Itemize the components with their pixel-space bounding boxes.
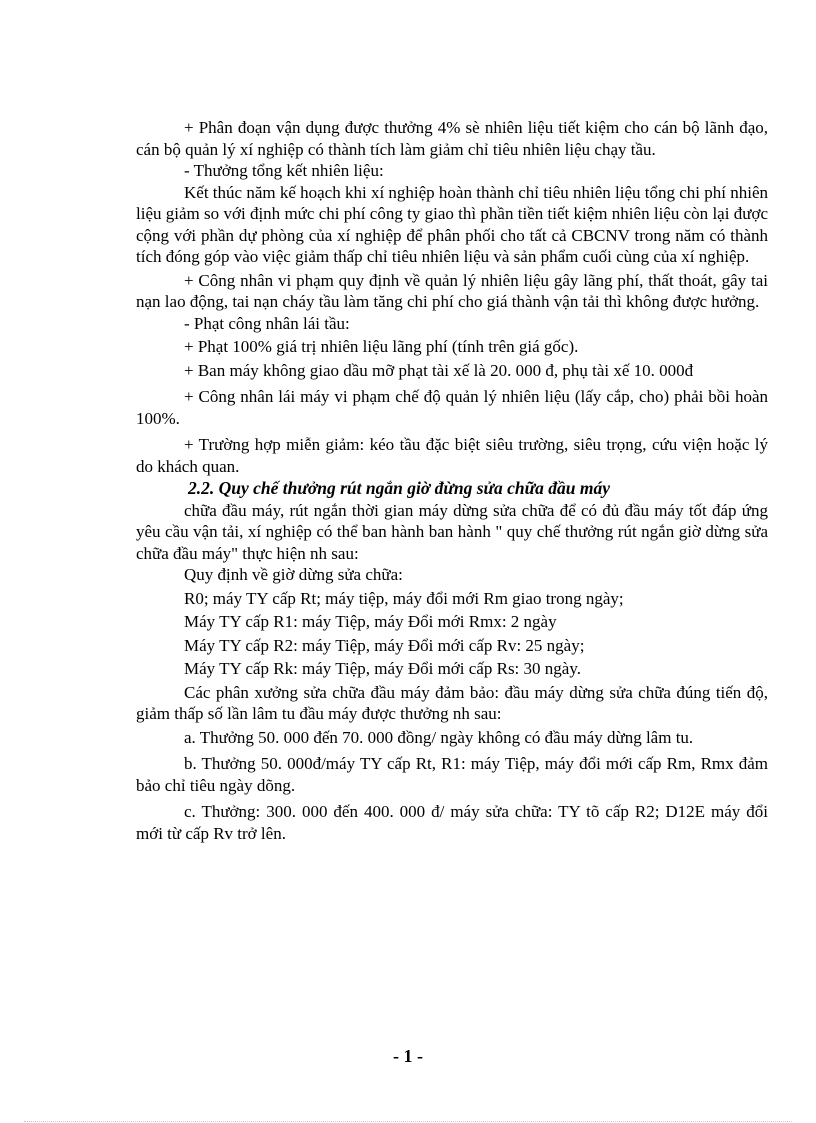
paragraph: Máy TY cấp R2: máy Tiệp, máy Đổi mới cấp Rv: 25 ngày; xyxy=(184,635,585,655)
paragraph: - Phạt công nhân lái tầu: xyxy=(184,313,350,333)
paragraph: + Trường hợp miễn giảm: kéo tầu đặc biệt siêu trường, siêu trọng, cứu viện hoặc lý do khách quan. xyxy=(136,435,768,476)
paragraph: chữa đầu máy, rút ngắn thời gian máy dừng sửa chữa để có đủ đầu máy tốt đáp ứng yêu cầu vận tải, xí nghiệp có thể ban hành ban hành " quy chế thưởng rút ngắn giờ dừng sửa chữa đầu máy" thực hiện nh sau: xyxy=(136,500,768,563)
paragraph: + Phân đoạn vận dụng được thưởng 4% sè nhiên liệu tiết kiệm cho cán bộ lãnh đạo, cán bộ quản lý xí nghiệp có thành tích làm giảm chỉ tiêu nhiên liệu chạy tầu. xyxy=(136,118,768,159)
page-number: - 1 - xyxy=(393,1046,423,1066)
paragraph: + Ban máy không giao dầu mỡ phạt tài xế là 20. 000 đ, phụ tài xế 10. 000đ xyxy=(184,360,694,380)
paragraph: Các phân xưởng sửa chữa đầu máy đảm bảo: đầu máy dừng sửa chữa đúng tiến độ, giảm thấp số lần lâm tu đầu máy được thưởng nh sau: xyxy=(136,682,768,723)
body-text xyxy=(136,117,768,844)
paragraph: Quy định về giờ dừng sửa chữa: xyxy=(184,565,403,584)
paragraph: + Công nhân lái máy vi phạm chế độ quản lý nhiên liệu (lấy cắp, cho) phải bồi hoàn 100%. xyxy=(136,387,768,428)
paragraph: Máy TY cấp Rk: máy Tiệp, máy Đổi mới cấp Rs: 30 ngày. xyxy=(184,659,581,678)
paragraph: Kết thúc năm kế hoạch khi xí nghiệp hoàn thành chỉ tiêu nhiên liệu tổng chi phí nhiên liệu giảm so với định mức chi phí công ty giao thì phần tiền tiết kiệm nhiên liệu còn lại được cộng với phần dự phòng của xí nghiệp để phân phối cho tất cả CBCNV trong năm có thành tích đóng góp vào việc giảm thấp chỉ tiêu nhiên liệu và sản phẩm cuối cùng của xí nghiệp. xyxy=(136,182,769,266)
paragraph: - Thưởng tổng kết nhiên liệu: xyxy=(184,161,384,180)
paragraph: R0; máy TY cấp Rt; máy tiệp, máy đổi mới Rm giao trong ngày; xyxy=(184,588,624,608)
paragraph: c. Thưởng: 300. 000 đến 400. 000 đ/ máy sửa chữa: TY tõ cấp R2; D12E máy đổi mới từ cấp Rv trở lên. xyxy=(136,802,768,843)
paragraph: a. Thưởng 50. 000 đến 70. 000 đồng/ ngày không có đầu máy dừng lâm tu. xyxy=(184,727,694,747)
paragraph: + Phạt 100% giá trị nhiên liệu lãng phí (tính trên giá gốc). xyxy=(184,337,579,356)
page-bottom-divider xyxy=(24,1121,792,1122)
paragraph: + Công nhân vi phạm quy định về quản lý nhiên liệu gây lãng phí, thất thoát, gây tai nạn lao động, tai nạn cháy tầu làm tăng chi phí cho giá thành vận tải thì không được hưởng. xyxy=(136,270,768,311)
paragraph: b. Thưởng 50. 000đ/máy TY cấp Rt, R1: máy Tiệp, máy đổi mới cấp Rm, Rmx đảm bảo chỉ tiêu ngày dõng. xyxy=(136,754,768,795)
paragraph: Máy TY cấp R1: máy Tiệp, máy Đổi mới Rmx: 2 ngày xyxy=(184,612,557,631)
section-heading: 2.2. Quy chế thưởng rút ngắn giờ đừng sửa chữa đầu máy xyxy=(188,478,610,498)
